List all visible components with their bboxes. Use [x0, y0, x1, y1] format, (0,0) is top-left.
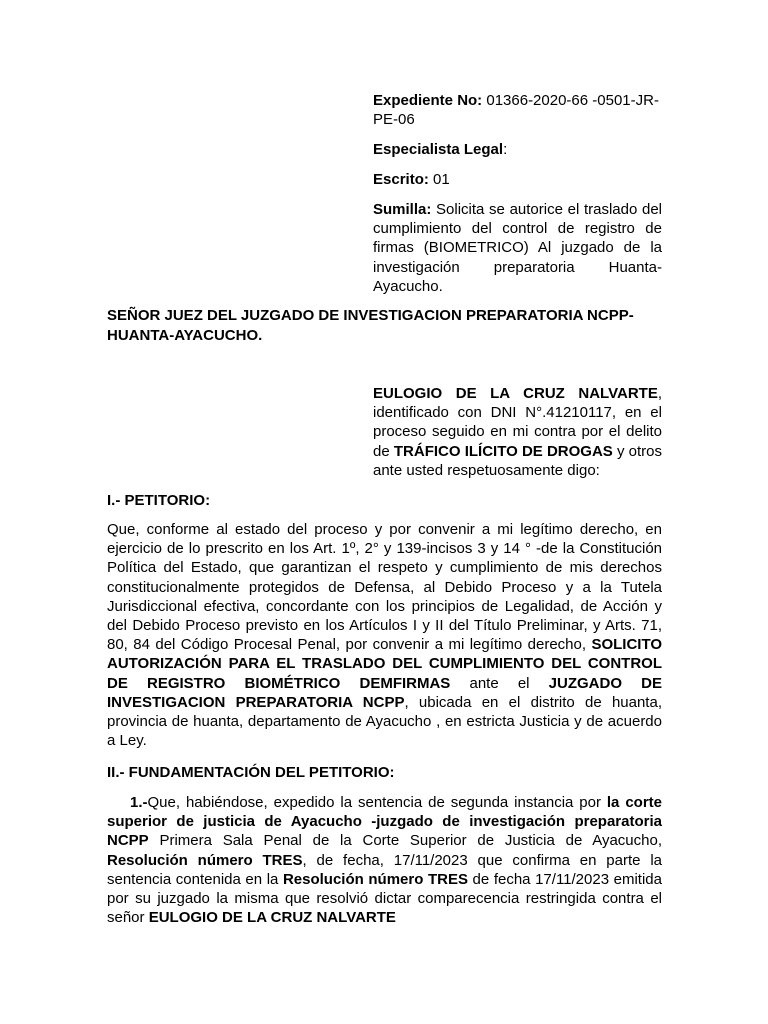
- escrito-line: [373, 170, 662, 189]
- section-heading-petitorio: I.- PETITORIO:: [107, 492, 211, 509]
- especialista-colon: :: [503, 141, 508, 158]
- petitorio-text-3: , ubicada en el distrito de huanta, provincia de huanta, departamento de Ayacucho , en estricta Justicia y de acuerdo a Ley.: [107, 693, 662, 750]
- intro-closing: y otros ante usted respetuosamente digo:: [373, 442, 662, 479]
- expediente-line: [373, 91, 662, 129]
- intro-text: , identificado con DNI N°.41210117, en el proceso seguido en mi contra por el delito de: [373, 385, 662, 460]
- petitorio-bold-1: SOLICITO AUTORIZACIÓN PARA EL TRASLADO DEL CUMPLIMIENTO DEL CONTROL DE REGISTRO BIOMÉTRICO DEMFIRMAS: [107, 636, 662, 692]
- intro-name: EULOGIO DE LA CRUZ NALVARTE: [373, 385, 658, 402]
- court-address: SEÑOR JUEZ DEL JUZGADO DE INVESTIGACION PREPARATORIA NCPP-HUANTA-AYACUCHO.: [107, 307, 634, 344]
- fund-bold-1: la corte superior de justicia de Ayacucho -juzgado de investigación preparatoria NCPP: [107, 794, 662, 850]
- petitorio-paragraph: [107, 520, 662, 750]
- sumilla-paragraph: [373, 200, 662, 296]
- fund-bold-3: Resolución número TRES: [282, 870, 468, 888]
- escrito-label: Escrito:: [373, 171, 429, 188]
- fund-text-3: , de fecha, 17/11/2023 que confirma en parte la sentencia contenida en la: [107, 851, 662, 888]
- fund-text-4: de fecha 17/11/2023 emitida por su juzgado la misma que resolvió dictar comparecencia restringida contra el señor: [107, 870, 662, 927]
- fund-text-2: Primera Sala Penal de la Corte Superior de Justicia de Ayacucho,: [148, 832, 662, 850]
- section-heading-fundamentacion: II.- FUNDAMENTACIÓN DEL PETITORIO:: [107, 764, 395, 781]
- petitorio-text-2: ante el: [450, 674, 549, 692]
- sumilla-label: Sumilla:: [373, 201, 432, 218]
- intro-paragraph: [373, 384, 662, 480]
- fund-bold-2: Resolución número TRES: [107, 851, 303, 869]
- petitorio-text-1: Que, conforme al estado del proceso y por convenir a mi legítimo derecho, en ejercicio de lo prescrito en los Art. 1º, 2° y 139-incisos 3 y 14 ° -de la Constitución Política del Estado, que garantizan el respeto y cumplimiento de mis derechos constitucionalmente protegidos de Defensa, al Debido Proceso y a la Tutela Jurisdiccional efectiva, concordante con los principios de Legalidad, de Acción y del Debido Proceso previsto en los Artículos I y II del Título Preliminar, y Arts. 71, 80, 84 del Código Procesal Penal, por convenir a mi legítimo derecho,: [107, 521, 662, 654]
- expediente-label: Expediente No:: [373, 92, 483, 109]
- especialista-line: [373, 140, 662, 159]
- fund-text-1: Que, habiéndose, expedido la sentencia de segunda instancia por: [147, 794, 607, 811]
- sumilla-text: Solicita se autorice el traslado del cumplimiento del control de registro de firmas (BIOMETRICO) Al juzgado de la investigación preparatoria Huanta-Ayacucho.: [373, 201, 662, 295]
- intro-crime: TRÁFICO ILÍCITO DE DROGAS: [393, 442, 613, 460]
- expediente-value: 01366-2020-66 -0501-JR-PE-06: [373, 92, 659, 129]
- escrito-value: 01: [428, 171, 450, 188]
- especialista-label: Especialista Legal: [373, 141, 504, 158]
- fundamentacion-paragraph: [107, 793, 662, 927]
- fund-bold-4: EULOGIO DE LA CRUZ NALVARTE: [148, 909, 396, 927]
- petitorio-bold-2: JUZGADO DE INVESTIGACION PREPARATORIA NCPP: [107, 674, 663, 711]
- item-number: 1.-: [130, 794, 148, 811]
